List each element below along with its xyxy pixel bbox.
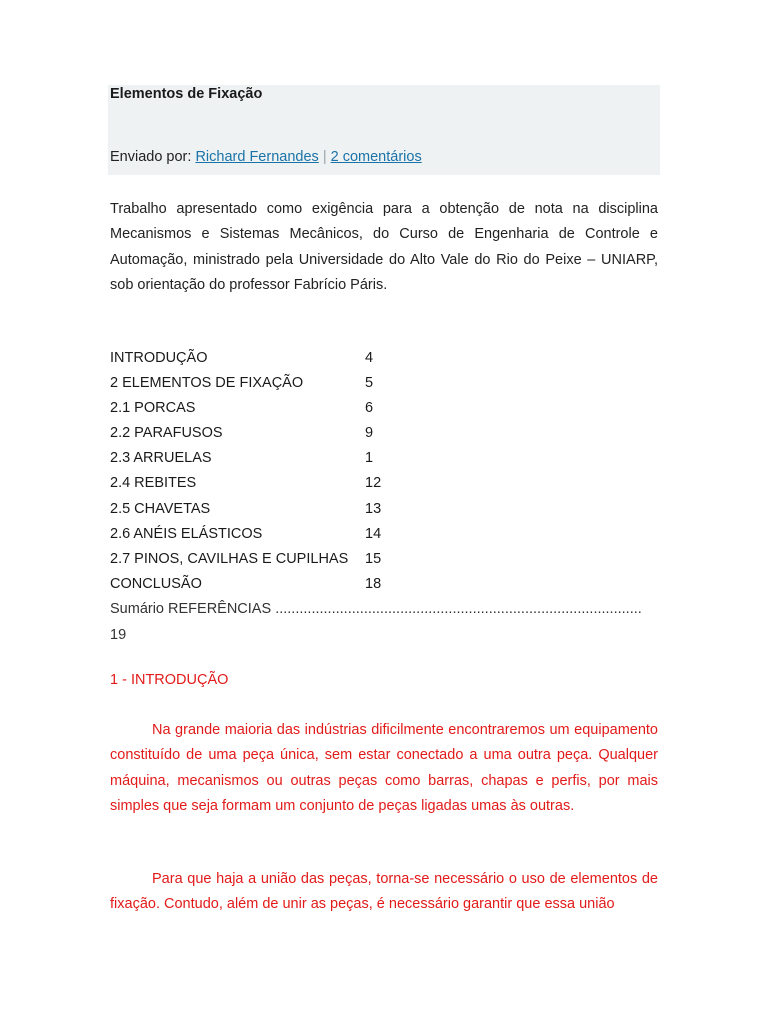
section-paragraph-1: Na grande maioria das indústrias dificilmente encontraremos um equipamento constituído de uma peça única, sem estar conectado a uma outra peça. Qualquer máquina, mecanismos ou outras peças como barras, chapas e perfis, por mais simples que seja formam um conjunto de peças ligadas umas às outras. (110, 722, 658, 814)
toc-page: 12 (365, 475, 382, 492)
toc-page: 9 (365, 425, 374, 442)
toc-row (110, 497, 658, 522)
intro-paragraph: Trabalho apresentado como exigência para a obtenção de nota na disciplina Mecanismos e Sistemas Mecânicos, do Curso de Engenharia de Controle e Automação, ministrado pela Universidade do Alto Vale do Rio do Peixe – UNIARP, sob orientação do professor Fabrício Páris. (110, 201, 658, 293)
sent-by-label: Enviado por: (110, 149, 192, 165)
toc-row (110, 522, 658, 547)
toc-label: 2.7 PINOS, CAVILHAS E CUPILHAS (110, 550, 349, 567)
toc-page: 15 (365, 550, 382, 567)
toc-label: 2.4 REBITES (110, 475, 197, 492)
toc-page: 6 (365, 400, 374, 417)
toc-label: 2.3 ARRUELAS (110, 450, 212, 467)
document-title: Elementos de Fixação (110, 86, 263, 102)
toc-row (110, 471, 658, 496)
separator: | (322, 149, 327, 165)
author-link[interactable]: Richard Fernandes (195, 149, 319, 165)
sumario-page: 19 (110, 626, 127, 643)
toc-page: 18 (365, 575, 382, 592)
toc-label: CONCLUSÃO (110, 575, 202, 592)
section-heading: 1 - INTRODUÇÃO (110, 672, 229, 688)
toc-row (110, 396, 658, 421)
sumario-dots: ........................................................................................... (275, 601, 642, 617)
toc-label: 2 ELEMENTOS DE FIXAÇÃO (110, 375, 304, 392)
toc-label: 2.6 ANÉIS ELÁSTICOS (110, 525, 263, 542)
table-of-contents (110, 346, 658, 597)
toc-page: 1 (365, 450, 374, 467)
toc-row (110, 421, 658, 446)
toc-page: 13 (365, 500, 382, 517)
section-paragraph-2: Para que haja a união das peças, torna-se necessário o uso de elementos de fixação. Contudo, além de unir as peças, é necessário garantir que essa união (110, 871, 658, 913)
sumario-references (110, 597, 658, 648)
sumario-text: Sumário REFERÊNCIAS (110, 601, 272, 617)
toc-row (110, 346, 658, 371)
toc-label: INTRODUÇÃO (110, 350, 208, 366)
toc-row (110, 572, 658, 597)
toc-page: 5 (365, 375, 374, 392)
sumario-line (110, 597, 658, 623)
toc-row (110, 446, 658, 471)
toc-row (110, 547, 658, 572)
toc-row (110, 371, 658, 396)
toc-page: 14 (365, 525, 382, 542)
sender-line (110, 149, 422, 165)
toc-page: 4 (365, 350, 374, 366)
toc-label: 2.1 PORCAS (110, 400, 196, 417)
toc-label: 2.5 CHAVETAS (110, 500, 211, 517)
comments-link[interactable]: 2 comentários (330, 149, 422, 165)
toc-label: 2.2 PARAFUSOS (110, 425, 223, 442)
